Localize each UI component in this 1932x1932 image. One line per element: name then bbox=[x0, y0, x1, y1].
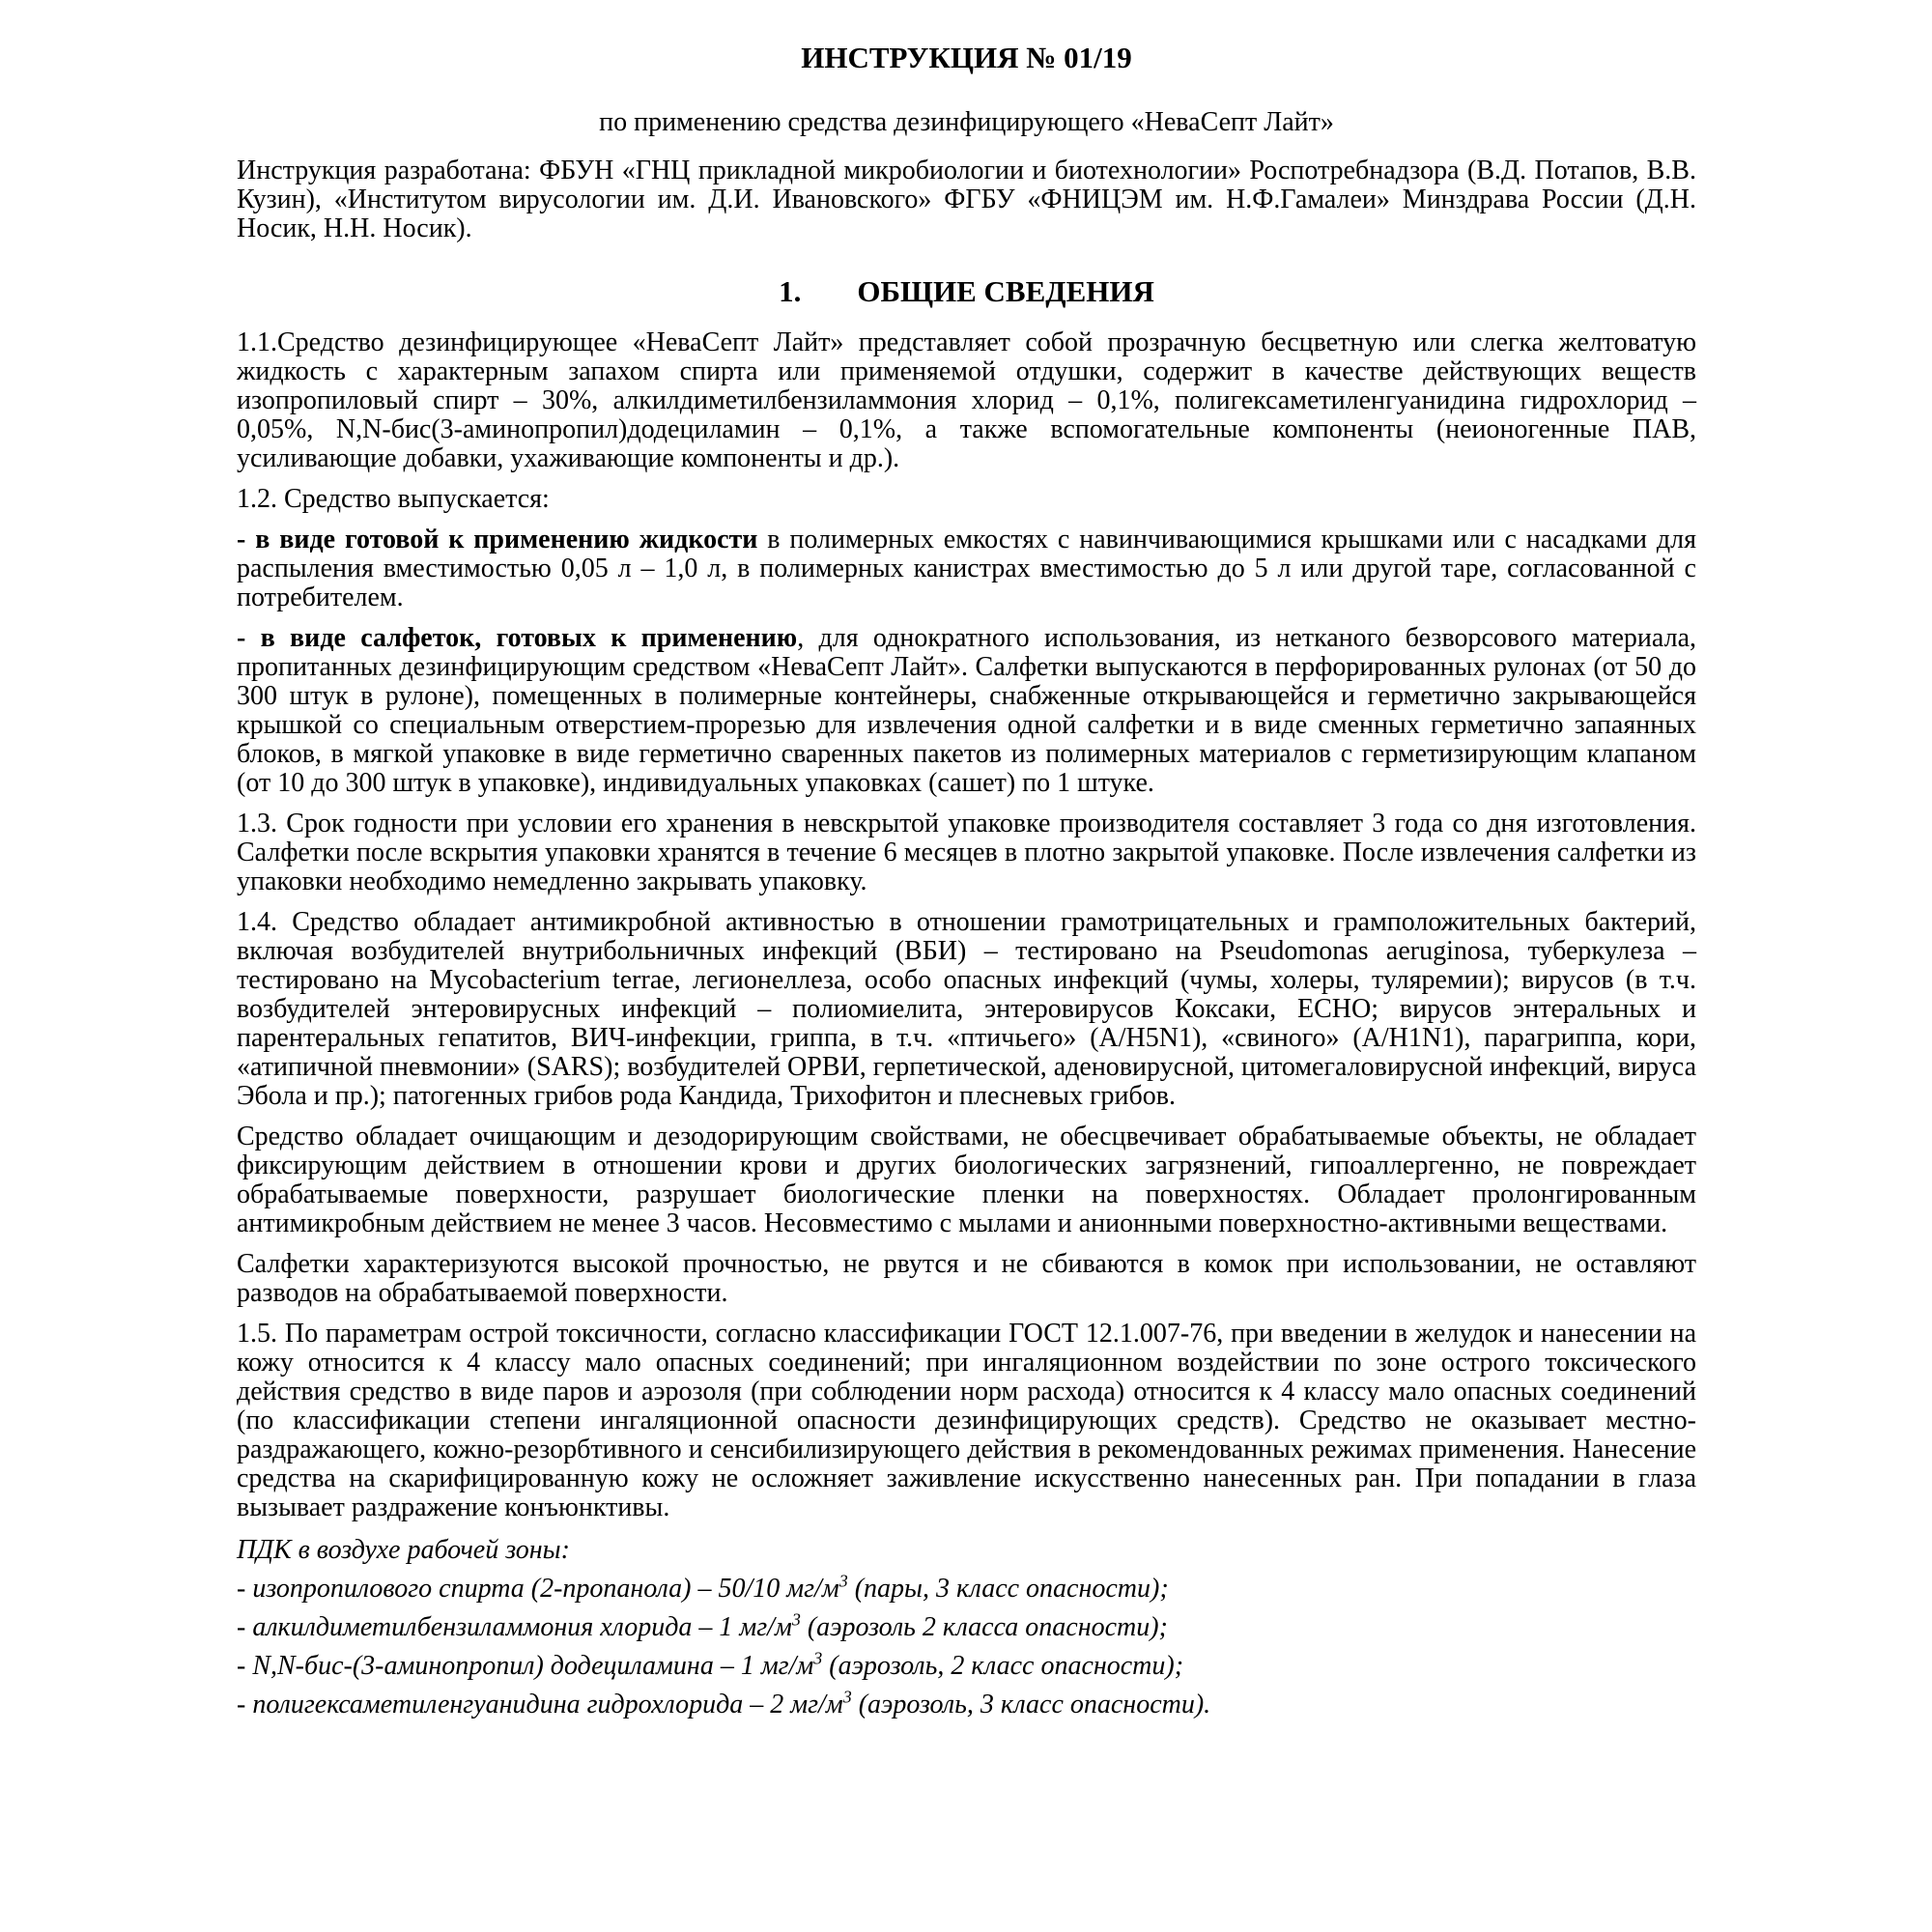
para-1-4-antimicrobial-activity: 1.4. Средство обладает антимикробной активностью в отношении грамотрицательных и грамположительных бактерий, включая возбудителей внутрибольничных инфекций (ВБИ) – тестировано на Pseudomonas aeruginosa, туберкулеза – тестировано на Mycobacterium terrae, легионеллеза, особо опасных инфекций (чумы, холеры, туляремии); вирусов (в т.ч. возбудителей энтеровирусных инфекций – полиомиелита, энтеровирусов Коксаки, ECHO; вирусов энтеральных и парентеральных гепатитов, ВИЧ-инфекции, гриппа, в т.ч. «птичьего» (A/H5N1), «свиного» (A/H1N1), парагриппа, кори, «атипичной пневмонии» (SARS); возбудителей ОРВИ, герпетической, аденовирусной, цитомегаловирусной инфекций, вируса Эбола и пр.); патогенных грибов рода Кандида, Трихофитон и плесневых грибов. bbox=[237, 907, 1696, 1111]
para-1-3-shelf-life: 1.3. Срок годности при условии его хранения в невскрытой упаковке производителя составляет 3 года со дня изготовления. Салфетки после вскрытия упаковки хранятся в течение 6 месяцев в плотно закрытой упаковке. После извлечения салфетки из упаковки необходимо немедленно закрывать упаковку. bbox=[237, 809, 1696, 896]
para-1-5-toxicity: 1.5. По параметрам острой токсичности, согласно классификации ГОСТ 12.1.007-76, при введении в желудок и нанесении на кожу относится к 4 классу мало опасных соединений; при ингаляционном воздействии по зоне острого токсического действия средство в виде паров и аэрозоля (при соблюдении норм расхода) относится к 4 классу мало опасных соединений (по классификации степени ингаляционной опасности дезинфицирующих средств). Средство не оказывает местно-раздражающего, кожно-резорбтивного и сенсибилизирующего действия в рекомендованных режимах применения. Нанесение средства на скарифицированную кожу не осложняет заживление искусственно нанесенных ран. При попадании в глаза вызывает раздражение конъюнктивы. bbox=[237, 1319, 1696, 1522]
pdk-item-text: (аэрозоль 2 класса опасности); bbox=[800, 1612, 1168, 1642]
release-form-wipes-lead: - в виде салфеток, готовых к применению bbox=[237, 623, 798, 653]
pdk-item-superscript: 3 bbox=[813, 1648, 823, 1668]
pdk-item-text: (аэрозоль, 3 класс опасности). bbox=[851, 1690, 1211, 1719]
pdk-item-aminopropyl-dodecylamine bbox=[237, 1648, 1696, 1681]
pdk-item-text: - N,N-бис-(3-аминопропил) додециламина – 1 мг/м bbox=[237, 1651, 814, 1681]
pdk-item-text: (аэрозоль, 2 класс опасности); bbox=[822, 1651, 1184, 1681]
para-1-2-release-forms: 1.2. Средство выпускается: bbox=[237, 484, 550, 514]
pdk-item-text: - алкилдиметилбензиламмония хлорида – 1 мг/м bbox=[237, 1612, 792, 1642]
pdk-item-text: (пары, 3 класс опасности); bbox=[847, 1574, 1169, 1604]
document-subtitle: по применению средства дезинфицирующего «НеваСепт Лайт» bbox=[599, 107, 1334, 137]
para-1-4-cleaning-properties: Средство обладает очищающим и дезодорирующим свойствами, не обесцвечивает обрабатываемые объекты, не обладает фиксирующим действием в отношении крови и других биологических загрязнений, гипоаллергенно, не повреждает обрабатываемые поверхности, разрушает биологические пленки на поверхностях. Обладает пролонгированным антимикробным действием не менее 3 часов. Несовместимо с мылами и анионными поверхностно-активными веществами. bbox=[237, 1122, 1696, 1238]
pdk-item-isopropyl-alcohol bbox=[237, 1571, 1696, 1604]
section-1-heading bbox=[237, 276, 1696, 307]
pdk-item-superscript: 3 bbox=[791, 1609, 801, 1630]
pdk-item-superscript: 3 bbox=[842, 1687, 852, 1707]
release-form-wipes bbox=[237, 624, 1696, 798]
pdk-item-text: - изопропилового спирта (2-пропанола) – 50/10 мг/м bbox=[237, 1574, 839, 1604]
para-1-4-wipes-strength: Салфетки характеризуются высокой прочностью, не рвутся и не сбиваются в комок при использовании, не оставляют разводов на обрабатываемой поверхности. bbox=[237, 1249, 1696, 1308]
pdk-item-superscript: 3 bbox=[838, 1571, 848, 1591]
pdk-item-text: - полигексаметиленгуанидина гидрохлорида – 2 мг/м bbox=[237, 1690, 843, 1719]
release-form-liquid-text: в полимерных емкостях с навинчивающимися крышками или с насадками для распыления вместимостью 0,05 л – 1,0 л, в полимерных канистрах вместимостью до 5 л или другой таре, согласованной с потребителем. bbox=[237, 525, 1697, 612]
section-1-title: ОБЩИЕ СВЕДЕНИЯ bbox=[857, 274, 1154, 308]
intro-paragraph: Инструкция разработана: ФБУН «ГНЦ прикладной микробиологии и биотехнологии» Роспотребнадзора (В.Д. Потапов, В.В. Кузин), «Институтом вирусологии им. Д.И. Ивановского» ФГБУ «ФНИЦЭМ им. Н.Ф.Гамалеи» Минздрава России (Д.Н. Носик, Н.Н. Носик). bbox=[237, 156, 1696, 243]
pdk-item-polyhexamethyleneguanidine-hydrochloride bbox=[237, 1687, 1696, 1719]
section-1-number: 1. bbox=[779, 274, 802, 308]
document-title: ИНСТРУКЦИЯ № 01/19 bbox=[801, 41, 1132, 74]
pdk-item-alkyldimethylbenzylammonium-chloride bbox=[237, 1609, 1696, 1642]
release-form-liquid-lead: - в виде готовой к применению жидкости bbox=[237, 525, 758, 554]
pdk-heading: ПДК в воздухе рабочей зоны: bbox=[237, 1535, 570, 1565]
para-1-1-composition: 1.1.Средство дезинфицирующее «НеваСепт Лайт» представляет собой прозрачную бесцветную или слегка желтоватую жидкость с характерным запахом спирта или применяемой отдушки, содержит в качестве действующих веществ изопропиловый спирт – 30%, алкилдиметилбензиламмония хлорид – 0,1%, полигексаметиленгуанидина гидрохлорид – 0,05%, N,N-бис(3-аминопропил)додециламин – 0,1%, а также вспомогательные компоненты (неионогенные ПАВ, усиливающие добавки, ухаживающие компоненты и др.). bbox=[237, 327, 1696, 473]
release-form-liquid bbox=[237, 526, 1696, 612]
release-form-wipes-text: , для однократного использования, из нетканого безворсового материала, пропитанных дезинфицирующим средством «НеваСепт Лайт». Салфетки выпускаются в перфорированных рулонах (от 50 до 300 штук в рулоне), помещенных в полимерные контейнеры, снабженные открывающейся и герметично закрывающейся крышкой со специальным отверстием-прорезью для извлечения одной салфетки и в виде сменных герметично запаянных блоков, в мягкой упаковке в виде герметично сваренных пакетов из полимерных материалов с герметизирующим клапаном (от 10 до 300 штук в упаковке), индивидуальных упаковках (сашет) по 1 штуке. bbox=[237, 623, 1696, 798]
